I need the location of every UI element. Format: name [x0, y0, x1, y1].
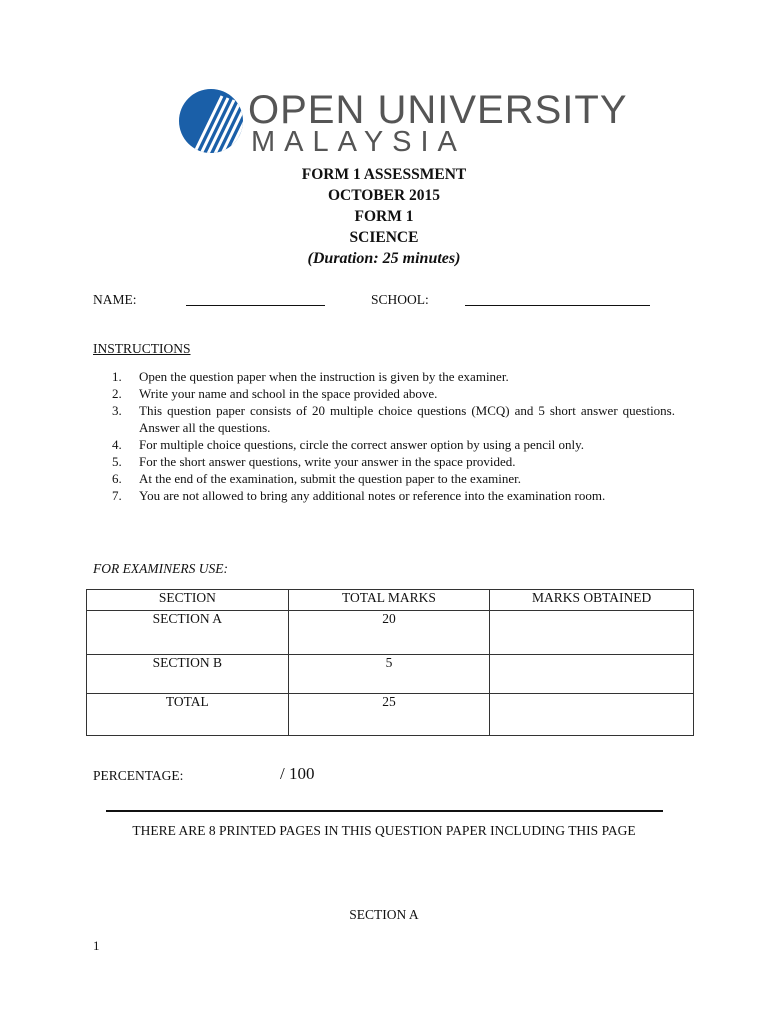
assessment-title: FORM 1 ASSESSMENT: [301, 166, 467, 183]
item-text: Write your name and school in the space provided above.: [139, 386, 438, 401]
row-obtained[interactable]: [490, 611, 694, 655]
header-total-marks: TOTAL MARKS: [288, 590, 490, 611]
item-number: 2.: [112, 386, 122, 401]
name-field[interactable]: [186, 305, 325, 306]
list-item: [112, 436, 675, 453]
assessment-subject: SCIENCE: [349, 229, 419, 246]
row-total: 20: [288, 611, 490, 655]
header-section: SECTION: [87, 590, 289, 611]
examiner-use-label: FOR EXAMINERS USE:: [93, 561, 228, 576]
item-number: 6.: [112, 471, 122, 486]
table-row: [87, 611, 694, 655]
item-text: For multiple choice questions, circle the correct answer option by using a pencil only.: [139, 437, 585, 452]
row-section: SECTION B: [87, 655, 289, 694]
list-item: [112, 402, 675, 436]
assessment-form: FORM 1: [354, 208, 414, 225]
item-text: You are not allowed to bring any additional notes or reference into the examination room.: [139, 488, 606, 503]
item-text: For the short answer questions, write your answer in the space provided.: [139, 454, 516, 469]
item-text: This question paper consists of 20 multiple choice questions (MCQ) and 5 short answer questions. Answer all the questions.: [139, 403, 675, 435]
list-item: [112, 368, 675, 385]
marks-table: [86, 589, 694, 736]
logo-text-line1: OPEN UNIVERSITY: [248, 88, 628, 132]
instructions-heading: INSTRUCTIONS: [93, 341, 191, 356]
row-total: 25: [288, 694, 490, 736]
row-section: SECTION A: [87, 611, 289, 655]
name-label: NAME:: [93, 292, 137, 307]
page-number: 1: [93, 938, 100, 953]
school-field[interactable]: [465, 305, 650, 306]
printed-pages-note: THERE ARE 8 PRINTED PAGES IN THIS QUESTION PAPER INCLUDING THIS PAGE: [132, 823, 636, 838]
row-obtained[interactable]: [490, 655, 694, 694]
assessment-duration: (Duration: 25 minutes): [307, 250, 461, 267]
item-number: 1.: [112, 369, 122, 384]
item-text: At the end of the examination, submit the question paper to the examiner.: [139, 471, 521, 486]
university-logo: [178, 88, 628, 160]
row-section: TOTAL: [87, 694, 289, 736]
item-number: 5.: [112, 454, 122, 469]
assessment-date: OCTOBER 2015: [327, 187, 441, 204]
item-number: 7.: [112, 488, 122, 503]
divider-line: [106, 810, 663, 812]
oum-emblem-icon: [178, 88, 244, 154]
logo-text-line2: MALAYSIA: [251, 126, 466, 158]
list-item: [112, 385, 675, 402]
table-row: [87, 694, 694, 736]
item-text: Open the question paper when the instruction is given by the examiner.: [139, 369, 509, 384]
item-number: 4.: [112, 437, 122, 452]
percentage-label: PERCENTAGE:: [93, 768, 184, 783]
item-number: 3.: [112, 403, 122, 418]
section-heading: SECTION A: [349, 907, 419, 922]
instructions-list: [112, 368, 675, 504]
percentage-value: / 100: [280, 764, 315, 783]
row-obtained[interactable]: [490, 694, 694, 736]
table-row: [87, 655, 694, 694]
list-item: [112, 487, 675, 504]
table-header-row: [87, 590, 694, 611]
list-item: [112, 470, 675, 487]
list-item: [112, 453, 675, 470]
header-marks-obtained: MARKS OBTAINED: [490, 590, 694, 611]
school-label: SCHOOL:: [371, 292, 429, 307]
row-total: 5: [288, 655, 490, 694]
